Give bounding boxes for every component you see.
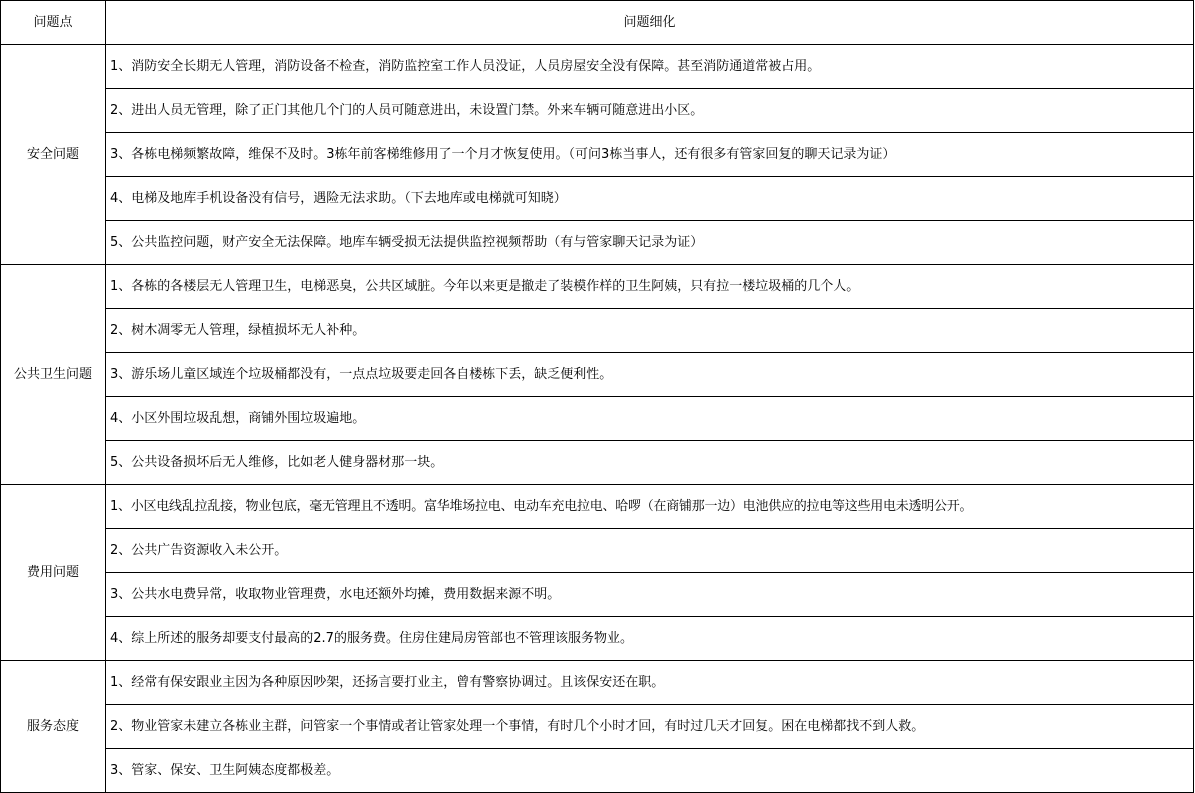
table-row (1, 89, 1194, 133)
detail-cell: 1、经常有保安跟业主因为各种原因吵架，还扬言要打业主，曾有警察协调过。且该保安还在职。 (106, 661, 1194, 705)
table-row (1, 309, 1194, 353)
detail-cell: 1、消防安全长期无人管理，消防设备不检查，消防监控室工作人员没证，人员房屋安全没有保障。甚至消防通道常被占用。 (106, 45, 1194, 89)
table-row (1, 397, 1194, 441)
table-row (1, 529, 1194, 573)
detail-cell: 2、公共广告资源收入未公开。 (106, 529, 1194, 573)
detail-cell (106, 485, 1194, 529)
header-row (1, 1, 1194, 45)
category-fees: 费用问题 (1, 485, 106, 661)
table-row (1, 221, 1194, 265)
detail-cell: 3、公共水电费异常，收取物业管理费，水电还额外均摊，费用数据来源不明。 (106, 573, 1194, 617)
table-body (1, 45, 1194, 793)
detail-cell: 4、小区外围垃圾乱想，商铺外围垃圾遍地。 (106, 397, 1194, 441)
header-category: 问题点 (1, 1, 106, 45)
table-row (1, 749, 1194, 793)
detail-cell: 5、公共监控问题，财产安全无法保障。地库车辆受损无法提供监控视频帮助（有与管家聊天记录为证） (106, 221, 1194, 265)
category-public-hygiene: 公共卫生问题 (1, 265, 106, 485)
table-row (1, 705, 1194, 749)
detail-cell: 2、进出人员无管理，除了正门其他几个门的人员可随意进出，未设置门禁。外来车辆可随意进出小区。 (106, 89, 1194, 133)
detail-cell: 2、树木凋零无人管理，绿植损坏无人补种。 (106, 309, 1194, 353)
detail-cell: 3、各栋电梯频繁故障，维保不及时。3栋年前客梯维修用了一个月才恢复使用。（可问3栋当事人，还有很多有管家回复的聊天记录为证） (106, 133, 1194, 177)
table-row (1, 661, 1194, 705)
table-row (1, 133, 1194, 177)
detail-cell: 4、综上所述的服务却要支付最高的2.7的服务费。住房住建局房管部也不管理该服务物业。 (106, 617, 1194, 661)
table-row (1, 177, 1194, 221)
detail-cell: 5、公共设备损坏后无人维修，比如老人健身器材那一块。 (106, 441, 1194, 485)
table-row (1, 573, 1194, 617)
detail-cell: 3、游乐场儿童区域连个垃圾桶都没有，一点点垃圾要走回各自楼栋下丢，缺乏便利性。 (106, 353, 1194, 397)
detail-cell: 4、电梯及地库手机设备没有信号，遇险无法求助。（下去地库或电梯就可知晓） (106, 177, 1194, 221)
table-row (1, 485, 1194, 529)
table-row (1, 265, 1194, 309)
table-row (1, 353, 1194, 397)
detail-text: 1、小区电线乱拉乱接，物业包底，毫无管理且不透明。富华堆场拉电、电动车充电拉电、哈啰（在商铺那一边）电池供应的拉电等这些用电未透明公开。 (110, 498, 973, 514)
detail-cell: 2、物业管家未建立各栋业主群，问管家一个事情或者让管家处理一个事情，有时几个小时才回，有时过几天才回复。困在电梯都找不到人救。 (106, 705, 1194, 749)
table-row (1, 45, 1194, 89)
table-header (1, 1, 1194, 45)
table-row (1, 617, 1194, 661)
header-detail: 问题细化 (106, 1, 1194, 45)
detail-cell: 1、各栋的各楼层无人管理卫生，电梯恶臭，公共区域脏。今年以来更是撤走了装模作样的卫生阿姨，只有拉一楼垃圾桶的几个人。 (106, 265, 1194, 309)
category-safety: 安全问题 (1, 45, 106, 265)
category-service-attitude: 服务态度 (1, 661, 106, 793)
table-row (1, 441, 1194, 485)
detail-cell: 3、管家、保安、卫生阿姨态度都极差。 (106, 749, 1194, 793)
